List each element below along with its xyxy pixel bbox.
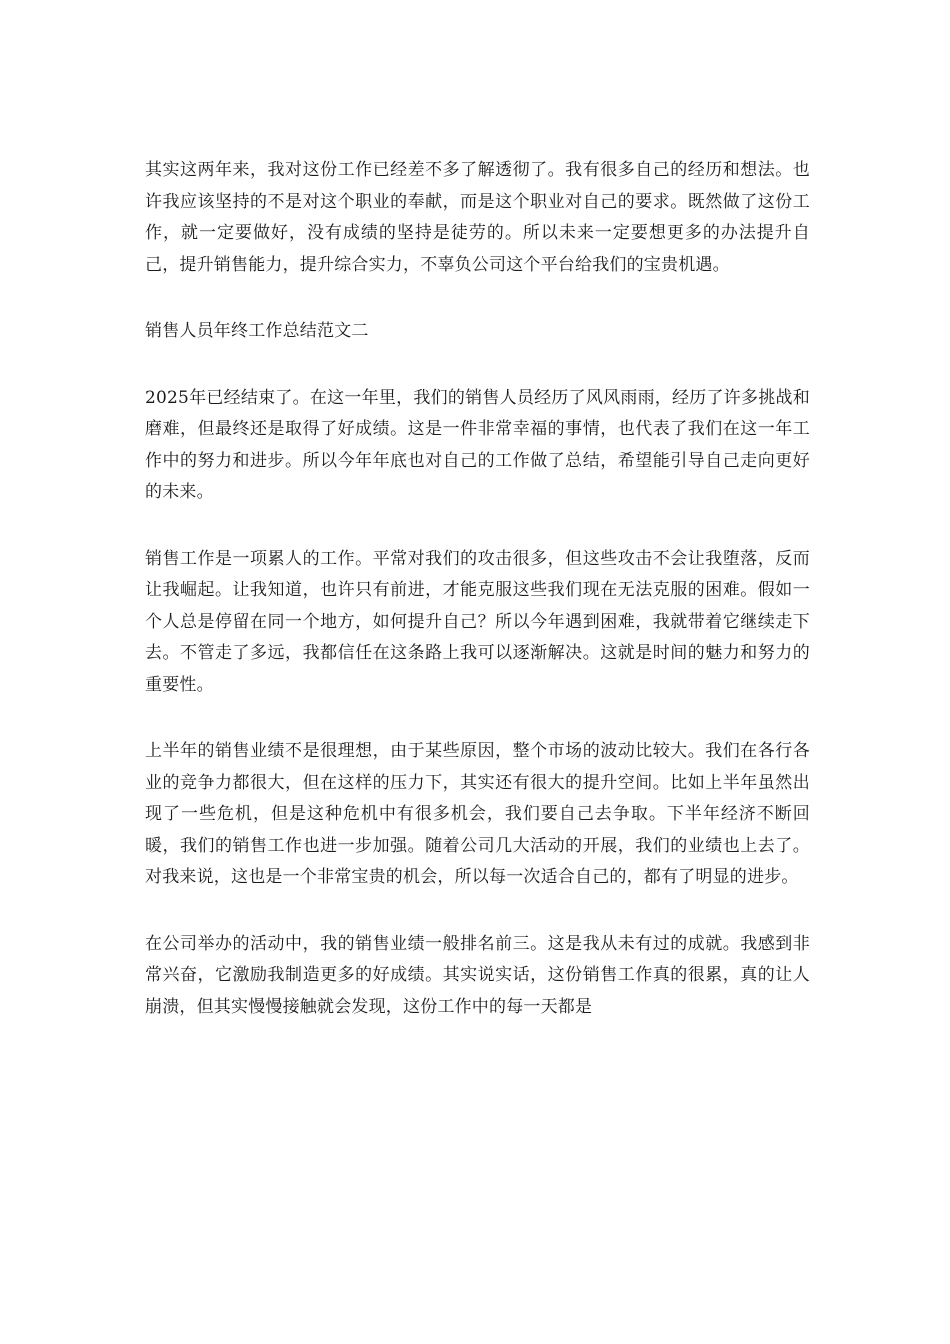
document-page	[145, 155, 810, 1058]
paragraph-4: 上半年的销售业绩不是很理想，由于某些原因，整个市场的波动比较大。我们在各行各业的竞争力都很大，但在这样的压力下，其实还有很大的提升空间。比如上半年虽然出现了一些危机，但是这种危机中有很多机会，我们要自己去争取。下半年经济不断回暖，我们的销售工作也进一步加强。随着公司几大活动的开展，我们的业绩也上去了。对我来说，这也是一个非常宝贵的机会，所以每一次适合自己的，都有了明显的进步。	[145, 741, 810, 887]
paragraph-1: 其实这两年来，我对这份工作已经差不多了解透彻了。我有很多自己的经历和想法。也许我应该坚持的不是对这个职业的奉献，而是这个职业对自己的要求。既然做了这份工作，就一定要做好，没有成绩的坚持是徒劳的。所以未来一定要想更多的办法提升自己，提升销售能力，提升综合实力，不辜负公司这个平台给我们的宝贵机遇。	[145, 160, 810, 275]
paragraph-5: 在公司举办的活动中，我的销售业绩一般排名前三。这是我从未有过的成就。我感到非常兴奋，它激励我制造更多的好成绩。其实说实话，这份销售工作真的很累，真的让人崩溃，但其实慢慢接触就会发现，这份工作中的每一天都是	[145, 933, 810, 1017]
section-heading: 销售人员年终工作总结范文二	[145, 321, 369, 341]
paragraph-3: 销售工作是一项累人的工作。平常对我们的攻击很多，但这些攻击不会让我堕落，反而让我崛起。让我知道，也许只有前进，才能克服这些我们现在无法克服的困难。假如一个人总是停留在同一个地方，如何提升自己？所以今年遇到困难，我就带着它继续走下去。不管走了多远，我都信任在这条路上我可以逐渐解决。这就是时间的魅力和努力的重要性。	[145, 548, 810, 695]
paragraph-2: 2025年已经结束了。在这一年里，我们的销售人员经历了风风雨雨，经历了许多挑战和磨难，但最终还是取得了好成绩。这是一件非常幸福的事情，也代表了我们在这一年工作中的努力和进步。所以今年年底也对自己的工作做了总结，希望能引导自己走向更好的未来。	[145, 387, 810, 502]
